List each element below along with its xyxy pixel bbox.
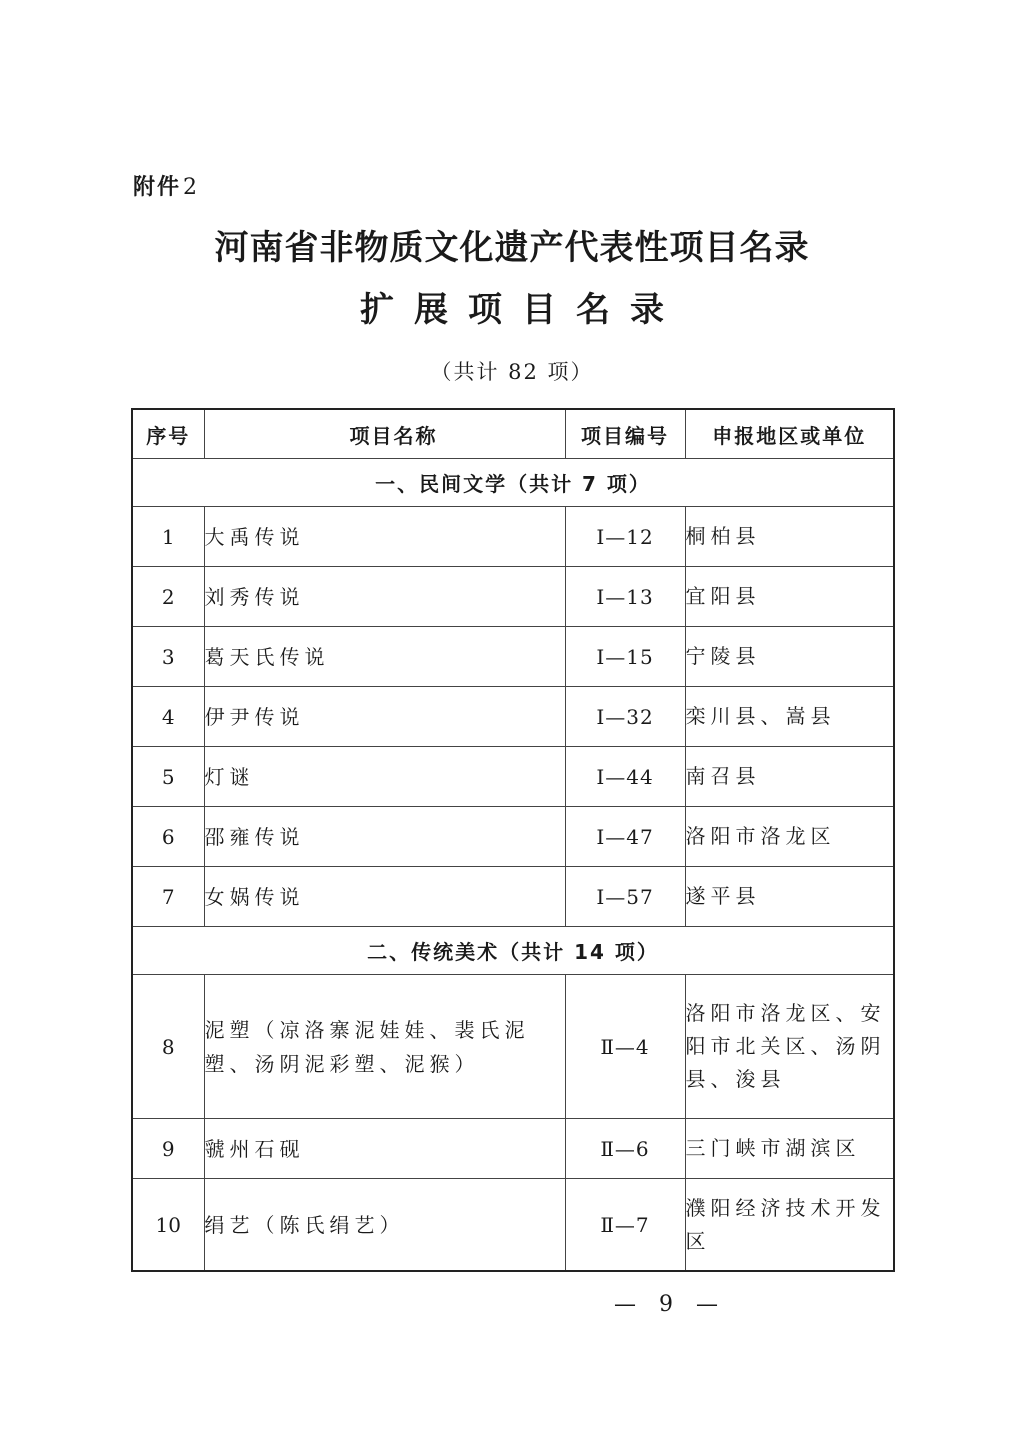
cell-code: Ⅱ—4 — [565, 975, 685, 1119]
table-row — [132, 975, 894, 1119]
table-row — [132, 1119, 894, 1179]
cell-region: 濮阳经济技术开发区 — [685, 1179, 894, 1272]
cell-region: 遂平县 — [685, 867, 894, 927]
cell-region: 桐柏县 — [685, 507, 894, 567]
table-row — [132, 507, 894, 567]
cell-name: 泥塑（凉洛寨泥娃娃、裴氏泥塑、汤阴泥彩塑、泥猴） — [204, 975, 565, 1119]
cell-no: 8 — [132, 975, 204, 1119]
table-row — [132, 687, 894, 747]
cell-no: 5 — [132, 747, 204, 807]
project-table — [131, 408, 895, 1272]
cell-name: 大禹传说 — [204, 507, 565, 567]
cell-region: 洛阳市洛龙区、安阳市北关区、汤阴县、浚县 — [685, 975, 894, 1119]
header-no: 序号 — [132, 409, 204, 459]
cell-code: Ⅰ—57 — [565, 867, 685, 927]
table-header-row — [132, 409, 894, 459]
cell-code: Ⅰ—13 — [565, 567, 685, 627]
cell-no: 1 — [132, 507, 204, 567]
cell-region: 宁陵县 — [685, 627, 894, 687]
cell-region: 三门峡市湖滨区 — [685, 1119, 894, 1179]
cell-no: 2 — [132, 567, 204, 627]
cell-no: 3 — [132, 627, 204, 687]
header-code: 项目编号 — [565, 409, 685, 459]
cell-region: 洛阳市洛龙区 — [685, 807, 894, 867]
header-region: 申报地区或单位 — [685, 409, 894, 459]
cell-name: 刘秀传说 — [204, 567, 565, 627]
section-title: 二、传统美术（共计 14 项） — [132, 927, 894, 975]
cell-code: Ⅱ—6 — [565, 1119, 685, 1179]
cell-no: 9 — [132, 1119, 204, 1179]
cell-region: 南召县 — [685, 747, 894, 807]
attachment-number: 2 — [183, 175, 200, 200]
attachment-label — [133, 170, 199, 201]
cell-code: Ⅱ—7 — [565, 1179, 685, 1272]
page-number: — 9 — — [614, 1292, 726, 1317]
cell-no: 6 — [132, 807, 204, 867]
cell-no: 4 — [132, 687, 204, 747]
section-row — [132, 459, 894, 507]
section-title: 一、民间文学（共计 7 项） — [132, 459, 894, 507]
section-row — [132, 927, 894, 975]
table-row — [132, 627, 894, 687]
cell-code: Ⅰ—47 — [565, 807, 685, 867]
table-row — [132, 807, 894, 867]
header-name: 项目名称 — [204, 409, 565, 459]
cell-code: Ⅰ—44 — [565, 747, 685, 807]
document-subtitle: 扩展项目名录 — [360, 290, 684, 330]
cell-region: 宜阳县 — [685, 567, 894, 627]
cell-name: 灯谜 — [204, 747, 565, 807]
cell-no: 7 — [132, 867, 204, 927]
table-row — [132, 747, 894, 807]
cell-name: 葛天氏传说 — [204, 627, 565, 687]
attachment-text: 附件 — [133, 175, 182, 200]
table-row — [132, 867, 894, 927]
table-row — [132, 1179, 894, 1272]
cell-code: Ⅰ—12 — [565, 507, 685, 567]
cell-region: 栾川县、嵩县 — [685, 687, 894, 747]
cell-code: Ⅰ—15 — [565, 627, 685, 687]
cell-code: Ⅰ—32 — [565, 687, 685, 747]
cell-name: 女娲传说 — [204, 867, 565, 927]
total-count: （共计 82 项） — [430, 360, 594, 384]
document-title: 河南省非物质文化遗产代表性项目名录 — [214, 228, 810, 268]
table-row — [132, 567, 894, 627]
cell-name: 邵雍传说 — [204, 807, 565, 867]
cell-name: 绢艺（陈氏绢艺） — [204, 1179, 565, 1272]
cell-no: 10 — [132, 1179, 204, 1272]
cell-name: 虢州石砚 — [204, 1119, 565, 1179]
cell-name: 伊尹传说 — [204, 687, 565, 747]
